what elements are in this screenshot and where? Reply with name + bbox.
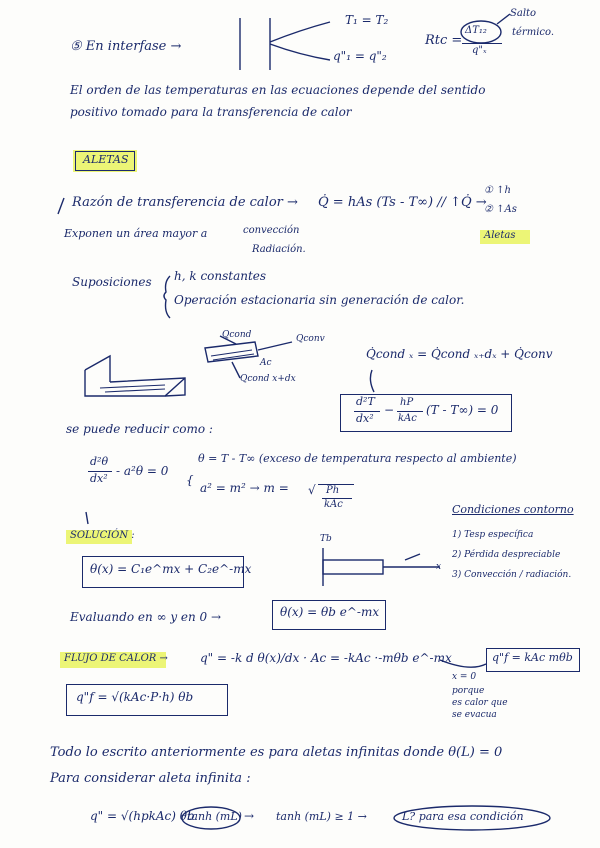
suposicion-2: Operación estacionaria sin generación de calor. <box>174 293 465 307</box>
ode2-d2theta: d²θ <box>90 455 109 468</box>
last-length-condition: L? para esa condición <box>402 810 524 823</box>
order-note-line1: El orden de las temperaturas en las ecuaciones depende del sentido <box>70 83 486 97</box>
last-tanh-condition: tanh (mL) ≥ 1 → <box>276 810 367 823</box>
ode2-dx2: dx² <box>90 472 108 485</box>
ac-label: Ac <box>260 358 272 368</box>
fin-element <box>205 342 258 362</box>
rtc-numerator: ΔT₁₂ <box>465 25 487 36</box>
qcond-dx-label: Qcond x+dx <box>240 374 296 384</box>
ode-d2t: d²T <box>356 395 375 408</box>
interface-arrow-top <box>270 22 330 42</box>
razon-tick <box>58 198 64 214</box>
salto-label: Salto <box>510 8 537 19</box>
flujo-label: FLUJO DE CALOR → <box>64 653 168 664</box>
razon-option-1: ① ↑h <box>484 185 511 196</box>
qcond-dx-arrow <box>232 362 240 378</box>
sqrt-sign: √ <box>308 483 316 497</box>
base-hatch-2 <box>105 389 165 392</box>
aletas-label: Aletas <box>484 230 516 241</box>
ode2-rest: - a²θ = 0 <box>116 464 169 478</box>
theta-definition: θ = T - T∞ (exceso de temperatura respecto al ambiente) <box>198 452 517 465</box>
temp-equality: T₁ = T₂ <box>345 13 389 27</box>
fin-base-side <box>85 356 110 382</box>
base-hatch-1 <box>100 385 165 388</box>
ode-dx2: dx² <box>356 412 374 425</box>
razon-formula: Q̇ = hAs (Ts - T∞) // ↑Q̇ → <box>318 195 487 210</box>
energy-balance: Q̇cond ₓ = Q̇cond ₓ₊dₓ + Q̇conv <box>366 347 553 361</box>
razon-option-2: ② ↑As <box>484 204 517 215</box>
aletas-heading: ALETAS <box>83 153 129 166</box>
flujo-evacuar: se evacua <box>452 710 497 720</box>
ode2-brace: { <box>186 473 194 487</box>
eval-equation: θ(x) = θb e^-mx <box>280 605 380 619</box>
fin-rod <box>323 560 383 574</box>
m-kac: kAc <box>324 499 343 510</box>
final-equation: q"f = √(kAc·P·h) θb <box>76 690 194 704</box>
fin-tb: Tb <box>320 534 332 544</box>
fin-x: x <box>436 562 442 572</box>
puede-reducir: se puede reducir como : <box>66 422 213 436</box>
ode-frac-bar-2 <box>397 411 423 412</box>
ode-hp: hP <box>400 397 414 408</box>
m-ph: Ph <box>326 485 340 496</box>
ode-kac: kAc <box>398 413 417 424</box>
solution-equation: θ(x) = C₁e^mx + C₂e^-mx <box>90 562 252 576</box>
suposiciones-brace <box>164 276 170 318</box>
solucion-arrow <box>86 512 88 524</box>
flujo-x0: x = 0 <box>452 672 477 682</box>
condiciones-title: Condiciones contorno <box>452 503 574 516</box>
flux-equality: q"₁ = q"₂ <box>333 49 387 63</box>
condicion-3: 3) Convección / radiación. <box>452 570 572 580</box>
last-arrow: → <box>244 809 255 823</box>
qcond-label: Qcond <box>222 330 252 340</box>
razon-text: Razón de transferencia de calor → <box>72 195 298 210</box>
ode-rest: (T - T∞) = 0 <box>426 403 499 417</box>
todo-line1: Todo lo escrito anteriormente es para aletas infinitas donde θ(L) = 0 <box>50 745 503 760</box>
flujo-es: es calor que <box>452 698 508 708</box>
rtc-denominator: q"ₓ <box>472 45 487 56</box>
salto-arrow <box>497 14 510 24</box>
conveccion-label: convección <box>243 225 300 236</box>
order-note-line2: positivo tomado para la transferencia de calor <box>70 105 352 119</box>
qconv-label: Qconv <box>296 334 325 344</box>
condicion-2: 2) Pérdida despreciable <box>452 550 561 560</box>
suposicion-1: h, k constantes <box>174 269 267 283</box>
interface-arrow-bottom <box>270 44 330 60</box>
todo-line2: Para considerar aleta infinita : <box>50 771 251 786</box>
last-equation: q" = √(hpkAc) θb <box>90 809 195 823</box>
radiacion-label: Radiación. <box>252 244 306 255</box>
fin-conv-arrow <box>405 554 420 560</box>
rtc-label: Rtc = <box>425 33 463 48</box>
solucion-label: SOLUCIÓN : <box>70 530 135 541</box>
balance-arrow <box>370 370 374 392</box>
flujo-porque: porque <box>452 686 485 696</box>
suposiciones-label: Suposiciones <box>72 275 152 289</box>
ode-minus: − <box>384 403 395 417</box>
flujo-equation: q" = -k d θ(x)/dx · Ac = -kAc ·-mθb e^-mx <box>200 651 452 665</box>
exponen-text: Exponen un área mayor a <box>64 227 208 240</box>
item-interfase: ⑤ En interfase → <box>70 39 182 54</box>
last-tanh: tanh (mL) <box>187 810 242 823</box>
qconv-arrow <box>258 342 292 350</box>
evaluando-text: Evaluando en ∞ y en 0 → <box>70 610 222 624</box>
flujo-result: q"f = kAc mθb <box>492 651 573 664</box>
termico-label: térmico. <box>512 27 555 38</box>
condicion-1: 1) Tesp específica <box>452 530 534 540</box>
a-squared: a² = m² → m = <box>200 481 289 495</box>
fin-base <box>85 370 185 396</box>
